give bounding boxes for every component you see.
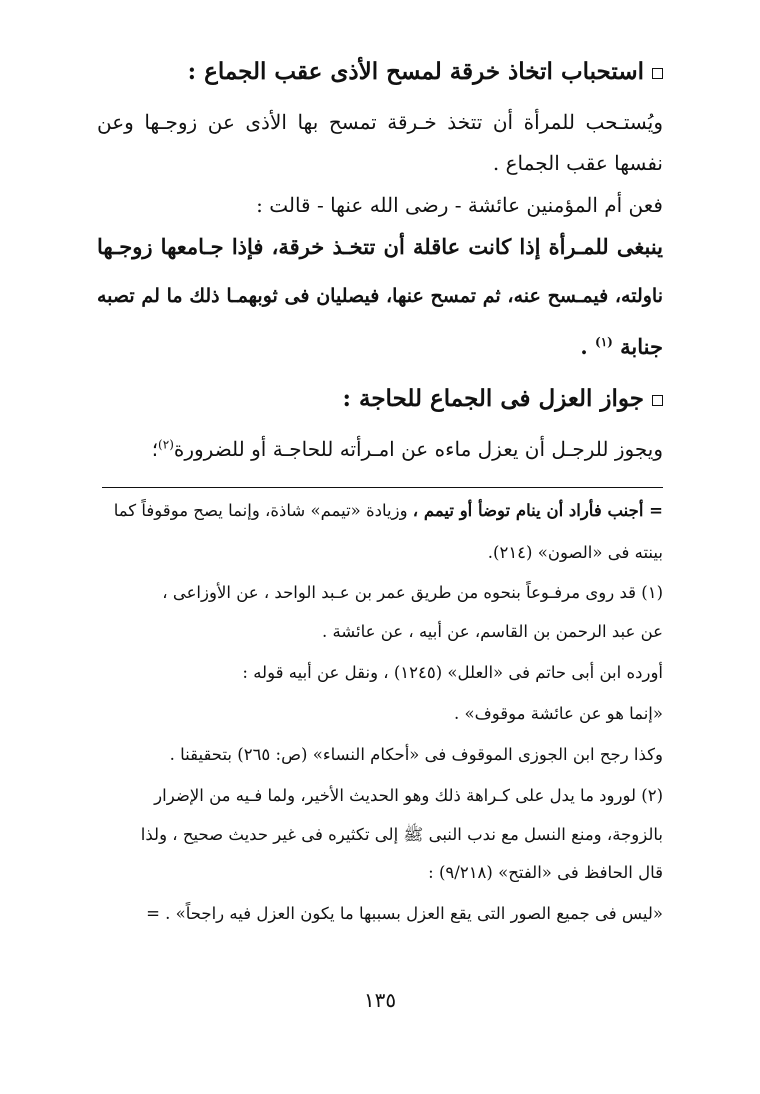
- square-bullet-icon: [652, 68, 663, 79]
- footnote2-line4: «ليس فى جميع الصور التى يقع العزل بسببها ما يكون العزل فيه راجحاً» . =: [146, 904, 663, 923]
- hadith-line3: جنابة $^{(١)}$ .: [580, 334, 663, 359]
- footnote-ref-2[interactable]: (٢): [158, 437, 174, 452]
- page-number: ١٣٥: [363, 988, 397, 1012]
- footnote-continuation-line2: بينته فى «الصون» (٢١٤).: [487, 543, 663, 562]
- footnote1-line1: (١) قد روى مرفـوعاً بنحوه من طريق عمر بن عـبد الواحد ، عن الأوزاعى ،: [162, 583, 663, 602]
- footnote-separator: [102, 487, 663, 488]
- hadith-line2: ناولته، فيمـسح عنه، ثم تمسح عنها، فيصليان فى ثوبهمـا ذلك ما لم تصبه: [97, 285, 663, 307]
- square-bullet-icon: [652, 395, 663, 406]
- footnote-ref-1[interactable]: (١): [595, 335, 613, 349]
- footnote1-line3: أورده ابن أبى حاتم فى «العلل» (١٢٤٥) ، ونقل عن أبيه قوله :: [242, 663, 663, 682]
- section2-para-line1: ويجوز للرجـل أن يعزل ماءه عن امـرأته للحاجـة أو للضرورة$^{(٢)}$؛: [151, 437, 663, 461]
- section1-heading: استحباب اتخاذ خرقة لمسح الأذى عقب الجماع :: [97, 58, 663, 86]
- footnote1-line4: «إنما هو عن عائشة موقوف» .: [454, 704, 663, 723]
- footnote-continuation-line1: = أجنب فأراد أن ينام توضأ أو تيمم ، وزيادة «تيمم» شاذة، وإنما يصح موقوفاً كما: [113, 501, 663, 520]
- footnote2-line2: بالزوجة، ومنع النسل مع ندب النبى ﷺ إلى تكثيره فى غير حديث صحيح ، ولذا: [140, 825, 663, 844]
- section2-heading: جواز العزل فى الجماع للحاجة :: [97, 385, 663, 413]
- hadith-line1: ينبغى للمـرأة إذا كانت عاقلة أن تتخـذ خرقة، فإذا جـامعها زوجـها: [97, 234, 663, 259]
- footnote2-line3: قال الحافظ فى «الفتح» (٩/٢١٨) :: [428, 863, 663, 882]
- section1-para-line1: ويُستـحب للمرأة أن تتخذ خـرقة تمسح بها الأذى عن زوجـها وعن: [97, 110, 663, 134]
- footnote1-line2: عن عبد الرحمن بن القاسم، عن أبيه ، عن عائشة .: [321, 622, 663, 641]
- footnote1-line5: وكذا رجح ابن الجوزى الموقوف فى «أحكام النساء» (ص: ٢٦٥) بتحقيقنا .: [169, 745, 663, 764]
- hadith-intro: فعن أم المؤمنين عائشة - رضى الله عنها - قالت :: [256, 193, 663, 217]
- section1-para-line2: نفسها عقب الجماع .: [492, 151, 663, 175]
- footnote2-line1: (٢) لورود ما يدل على كـراهة ذلك وهو الحديث الأخير، ولما فـيه من الإضرار: [154, 786, 663, 805]
